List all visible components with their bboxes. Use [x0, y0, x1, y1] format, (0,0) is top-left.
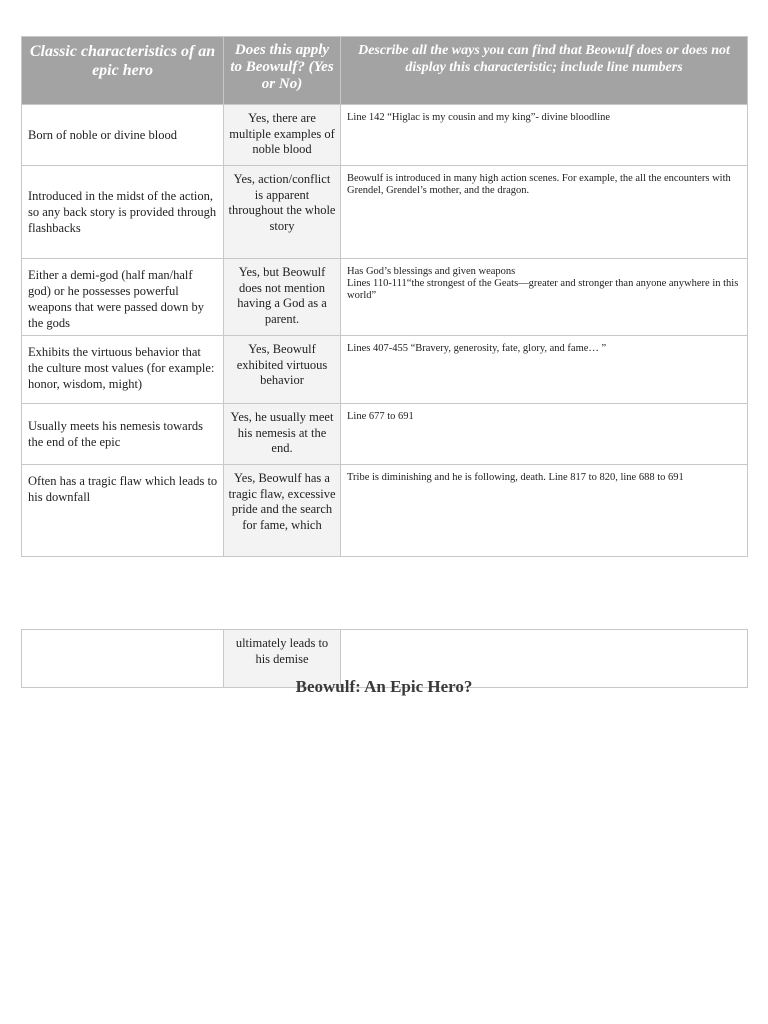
applies-cell: Yes, but Beowulf does not mention having a God as a parent.	[224, 259, 341, 336]
evidence-cell: Line 142 “Higlac is my cousin and my king”- divine bloodline	[341, 105, 748, 166]
table-row	[22, 465, 748, 557]
characteristic-cell: Introduced in the midst of the action, so any back story is provided through flashbacks	[22, 166, 224, 259]
applies-cell: Yes, he usually meet his nemesis at the end.	[224, 404, 341, 465]
applies-cell: Yes, Beowulf exhibited virtuous behavior	[224, 336, 341, 404]
header-row	[22, 37, 748, 105]
applies-cell: ultimately leads to his demise	[224, 630, 341, 688]
table-row	[22, 336, 748, 404]
header-evidence: Describe all the ways you can find that Beowulf does or does not display this characteristic; include line numbers	[341, 37, 748, 105]
header-applies: Does this apply to Beowulf? (Yes or No)	[224, 37, 341, 105]
page-title: Beowulf: An Epic Hero?	[295, 677, 473, 696]
evidence-cell: Lines 407-455 “Bravery, generosity, fate, glory, and fame… ”	[341, 336, 748, 404]
characteristic-cell: Born of noble or divine blood	[22, 105, 224, 166]
applies-cell: Yes, action/conflict is apparent throughout the whole story	[224, 166, 341, 259]
table-row	[22, 404, 748, 465]
evidence-cell: Beowulf is introduced in many high action scenes. For example, the all the encounters with Grendel, Grendel’s mother, and the dragon.	[341, 166, 748, 259]
evidence-cell: Tribe is diminishing and he is following, death. Line 817 to 820, line 688 to 691	[341, 465, 748, 557]
applies-cell: Yes, Beowulf has a tragic flaw, excessive pride and the search for fame, which	[224, 465, 341, 557]
evidence-cell: Has God’s blessings and given weapons Lines 110-111“the strongest of the Geats—greater and stronger than anyone anywhere in this world”	[341, 259, 748, 336]
characteristic-cell: Exhibits the virtuous behavior that the culture most values (for example: honor, wisdom, might)	[22, 336, 224, 404]
table-row	[22, 259, 748, 336]
characteristic-cell: Often has a tragic flaw which leads to his downfall	[22, 465, 224, 557]
applies-cell: Yes, there are multiple examples of noble blood	[224, 105, 341, 166]
evidence-cell: Line 677 to 691	[341, 404, 748, 465]
table-row	[22, 105, 748, 166]
characteristic-cell: Usually meets his nemesis towards the end of the epic	[22, 404, 224, 465]
header-characteristic: Classic characteristics of an epic hero	[22, 37, 224, 105]
characteristic-cell: Either a demi-god (half man/half god) or he possesses powerful weapons that were passed down by the gods	[22, 259, 224, 336]
table-row	[22, 166, 748, 259]
epic-hero-table	[21, 36, 748, 557]
